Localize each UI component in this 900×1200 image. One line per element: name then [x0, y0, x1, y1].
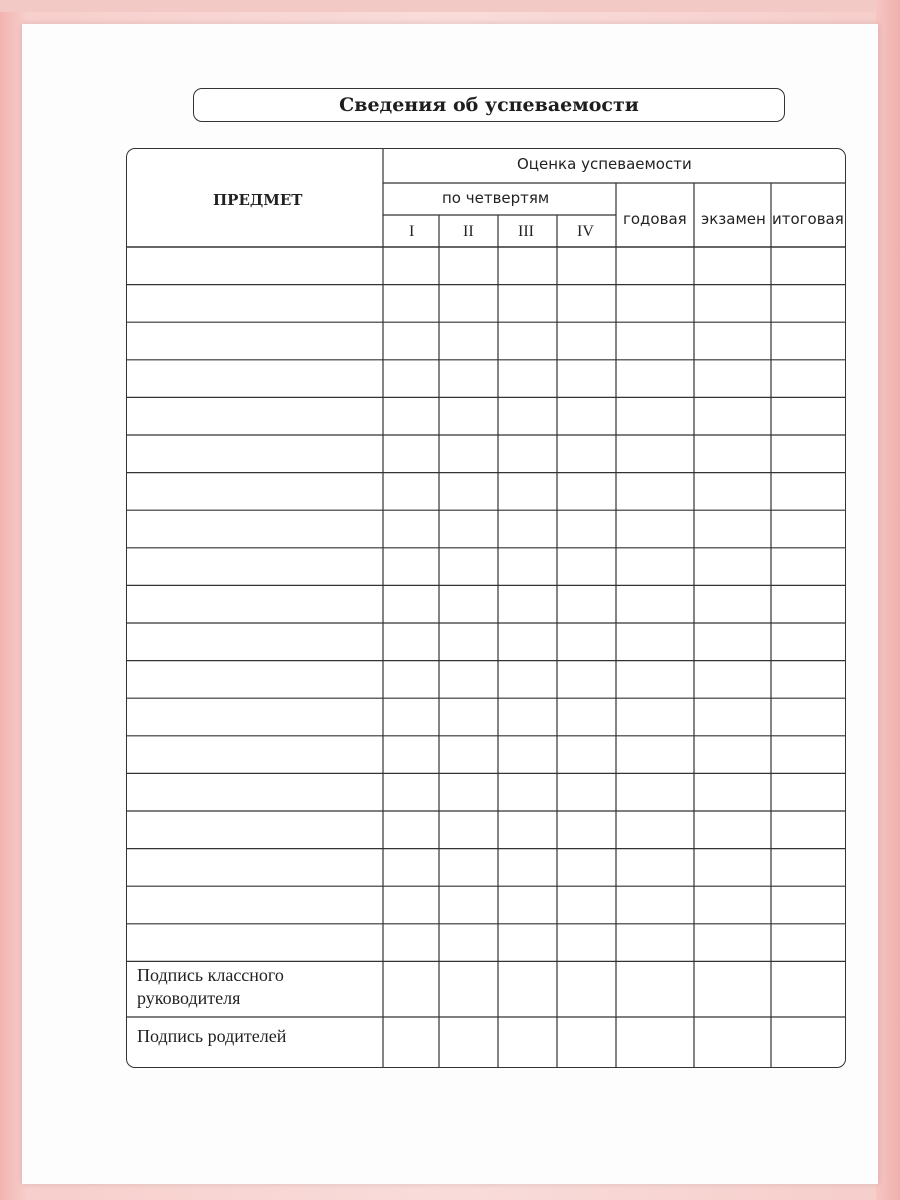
subject-column-header: ПРЕДМЕТ [213, 191, 303, 209]
grades-table [126, 148, 846, 1068]
grades-header: Оценка успеваемости [517, 155, 692, 173]
quarter-2-header: II [463, 223, 474, 240]
exam-header: экзамен [701, 210, 766, 228]
page-title: Сведения об успеваемости [339, 94, 639, 116]
cover-edge [876, 0, 900, 1200]
teacher-signature-label-line2: руководителя [137, 988, 241, 1008]
quarters-header: по четвертям [442, 189, 550, 207]
final-header: итоговая [772, 210, 844, 228]
table-grid-lines [127, 149, 846, 1068]
annual-header: годовая [623, 210, 687, 228]
quarter-4-header: IV [577, 223, 594, 240]
parent-signature-label: Подпись родителей [137, 1026, 287, 1046]
teacher-signature-label-line1: Подпись классного [137, 965, 284, 985]
title-frame [193, 88, 785, 122]
quarter-1-header: I [409, 223, 415, 240]
quarter-3-header: III [518, 223, 534, 240]
